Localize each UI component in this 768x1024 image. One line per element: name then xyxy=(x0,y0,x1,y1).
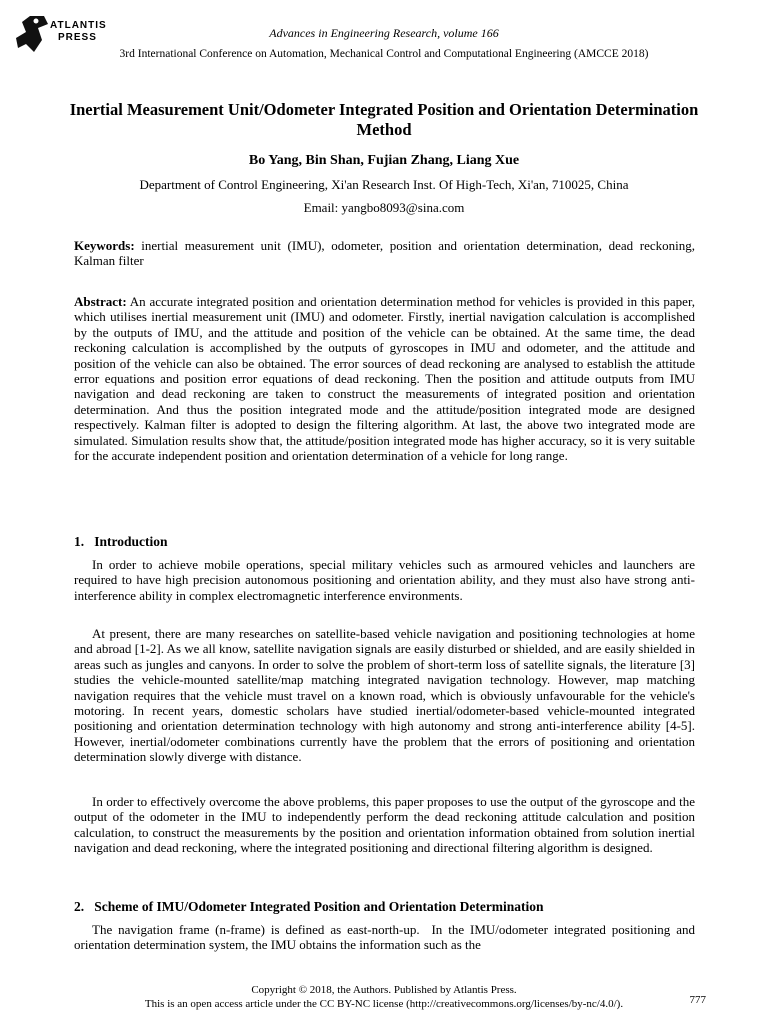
affiliation: Department of Control Engineering, Xi'an Research Inst. Of High-Tech, Xi'an, 710025, China xyxy=(139,177,629,192)
logo-word-atlantis: ATLANTIS xyxy=(50,20,107,31)
conference-header: 3rd International Conference on Automation, Mechanical Control and Computational Engineering (AMCCE 2018) xyxy=(119,48,649,60)
footer-copyright: Copyright © 2018, the Authors. Published by Atlantis Press. xyxy=(251,984,517,996)
abstract xyxy=(74,294,695,463)
logo-word-press: PRESS xyxy=(58,32,97,43)
authors: Bo Yang, Bin Shan, Fujian Zhang, Liang Xue xyxy=(248,153,520,168)
journal-header: Advances in Engineering Research, volume 166 xyxy=(269,26,499,40)
paper-title: Inertial Measurement Unit/Odometer Integrated Position and Orientation Determination Method xyxy=(69,100,699,139)
intro-paragraph-1: In order to achieve mobile operations, special military vehicles such as armoured vehicles and launchers are required to have high precision autonomous positioning and orientation ability, and they must also have strong anti-interference ability in complex electromagnetic interference environments. xyxy=(74,557,695,603)
abstract-text: An accurate integrated position and orientation determination method for vehicles is provided in this paper, which utilises inertial measurement unit (IMU) and odometer. Firstly, inertial navigation calculation is accomplished by the outputs of IMU, and the attitude and position of the vehicle can be obtained. At the same time, the dead reckoning calculation is accomplished by the outputs of gyroscopes in IMU and odometer, and the attitude and position of the vehicle can also be obtained. The error sources of dead reckoning are analysed to establish the attitude error equations and position error equations of dead reckoning. Then the position and attitude outputs from IMU navigation and dead reckoning are taken to construct the measurements of integrated position and orientation determination. And thus the position integrated mode and the attitude/position integrated mode are designed respectively. Kalman filter is adopted to design the filtering algorithm. At last, the above two integrated mode are simulated. Simulation results show that, the attitude/position integrated mode has higher accuracy, so it is very suitable for the accurate independent position and orientation determination of a vehicle for long range. xyxy=(74,294,695,464)
keywords xyxy=(74,238,695,269)
keywords-text: inertial measurement unit (IMU), odometer, position and orientation determination, dead reckoning, Kalman filter xyxy=(74,238,695,269)
footer-license: This is an open access article under the CC BY-NC license (http://creativecommons.org/licenses/by-nc/4.0/). xyxy=(144,998,624,1010)
section-heading-scheme: 2. Scheme of IMU/Odometer Integrated Position and Orientation Determination xyxy=(74,899,544,914)
scheme-paragraph-1: The navigation frame (n-frame) is defined as east-north-up. In the IMU/odometer integrated positioning and orientation determination system, the IMU obtains the information such as the xyxy=(74,922,695,953)
intro-paragraph-3: In order to effectively overcome the above problems, this paper proposes to use the output of the gyroscope and the output of the odometer in the IMU to independently perform the dead reckoning attitude calculation and position calculation, to construct the measurements by the position and orientation information obtained from solution inertial navigation and dead reckoning, where the integrated positioning and directional filtering algorithm is designed. xyxy=(74,794,695,856)
section-heading-introduction: 1. Introduction xyxy=(74,534,168,549)
intro-paragraph-2: At present, there are many researches on satellite-based vehicle navigation and positioning technologies at home and abroad [1-2]. As we all know, satellite navigation signals are easily disturbed or shielded, and are easily shielded in areas such as jungles and canyons. In order to solve the problem of short-term loss of satellite signals, the literature [3] studies the vehicle-mounted satellite/map matching integrated navigation technology. However, map matching navigation requires that the vehicle must travel on a known road, which is obviously unfavourable for the vehicle's motoring. In recent years, domestic scholars have studied inertial/odometer-based vehicle-mounted integrated positioning and orientation determination technology with high autonomy and strong anti-interference ability [4-5]. However, inertial/odometer combinations currently have the problem that the errors of positioning and orientation determination slowly diverge with distance. xyxy=(74,626,695,765)
email: Email: yangbo8093@sina.com xyxy=(303,200,465,215)
keywords-label: Keywords: xyxy=(74,238,135,253)
abstract-label: Abstract: xyxy=(74,294,127,309)
page-number: 777 xyxy=(689,994,706,1006)
